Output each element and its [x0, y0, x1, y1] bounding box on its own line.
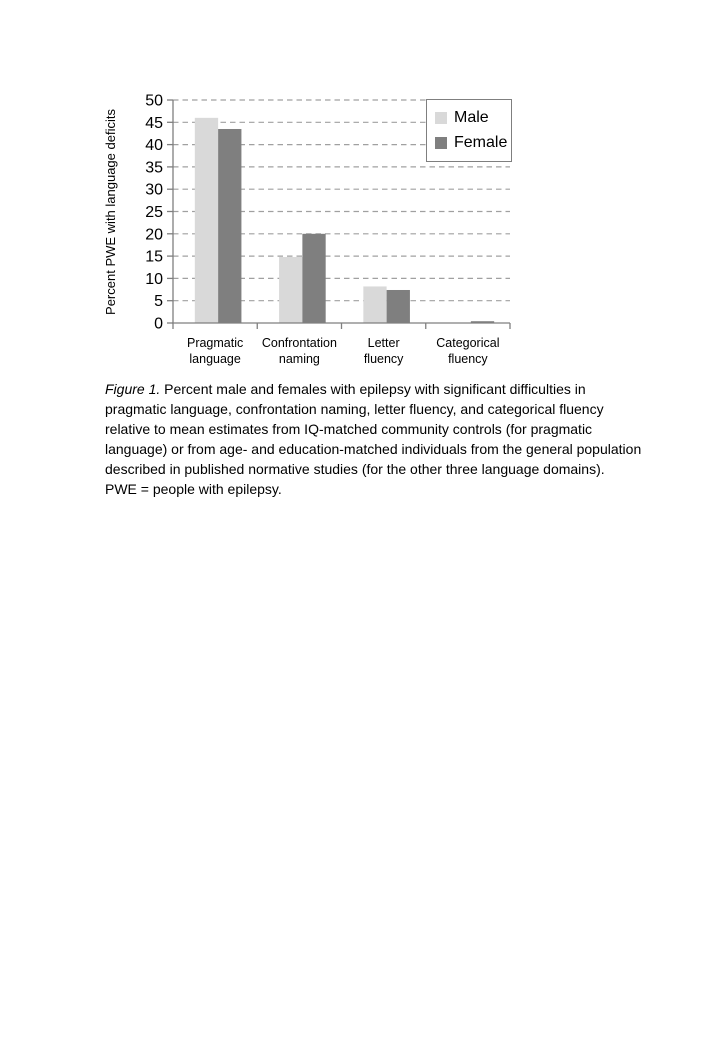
y-tick-label-0: 0 [154, 315, 163, 333]
bar-male-1 [279, 257, 302, 323]
bar-female-1 [302, 234, 325, 323]
caption-body: Percent male and females with epilepsy with significant difficulties in pragmatic language, confrontation naming, letter fluency, and categorical fluency relative to mean estimates from IQ-matched community controls (for pragmatic language) or from age- and education-matched individuals from the general population described in published normative studies (for the other three language domains). [105, 381, 642, 477]
y-tick-label-20: 20 [145, 226, 163, 244]
caption-paragraph [105, 379, 650, 479]
legend-label-female: Female [454, 134, 508, 152]
category-label-3: Categorical fluency [436, 336, 500, 366]
bar-male-2 [363, 286, 386, 323]
caption-note: PWE = people with epilepsy. [105, 481, 282, 497]
caption-figure-label: Figure 1. [105, 381, 161, 397]
figure-chart [0, 0, 720, 380]
legend-swatch-male-icon [435, 112, 447, 124]
figure-caption [105, 379, 650, 499]
chart-legend [426, 99, 512, 162]
y-tick-label-15: 15 [145, 248, 163, 266]
bar-male-0 [195, 118, 218, 323]
legend-label-male: Male [454, 108, 489, 126]
category-label-0: Pragmatic language [186, 336, 244, 366]
bar-female-2 [387, 290, 410, 323]
y-tick-label-10: 10 [145, 270, 163, 288]
legend-item-female [435, 135, 511, 151]
y-axis-title: Percent PWE with language deficits [103, 109, 118, 315]
y-tick-label-35: 35 [145, 159, 163, 177]
y-tick-label-5: 5 [154, 293, 163, 311]
category-label-2: Letter fluency [363, 336, 404, 366]
legend-swatch-female-icon [435, 137, 447, 149]
y-tick-label-25: 25 [145, 204, 163, 221]
y-tick-label-50: 50 [145, 92, 163, 110]
y-tick-label-40: 40 [145, 137, 163, 155]
y-tick-label-45: 45 [145, 114, 163, 132]
category-label-1: Confrontation naming [261, 336, 337, 366]
bar-female-0 [218, 129, 241, 323]
y-tick-label-30: 30 [145, 181, 163, 199]
legend-item-male [435, 110, 511, 126]
